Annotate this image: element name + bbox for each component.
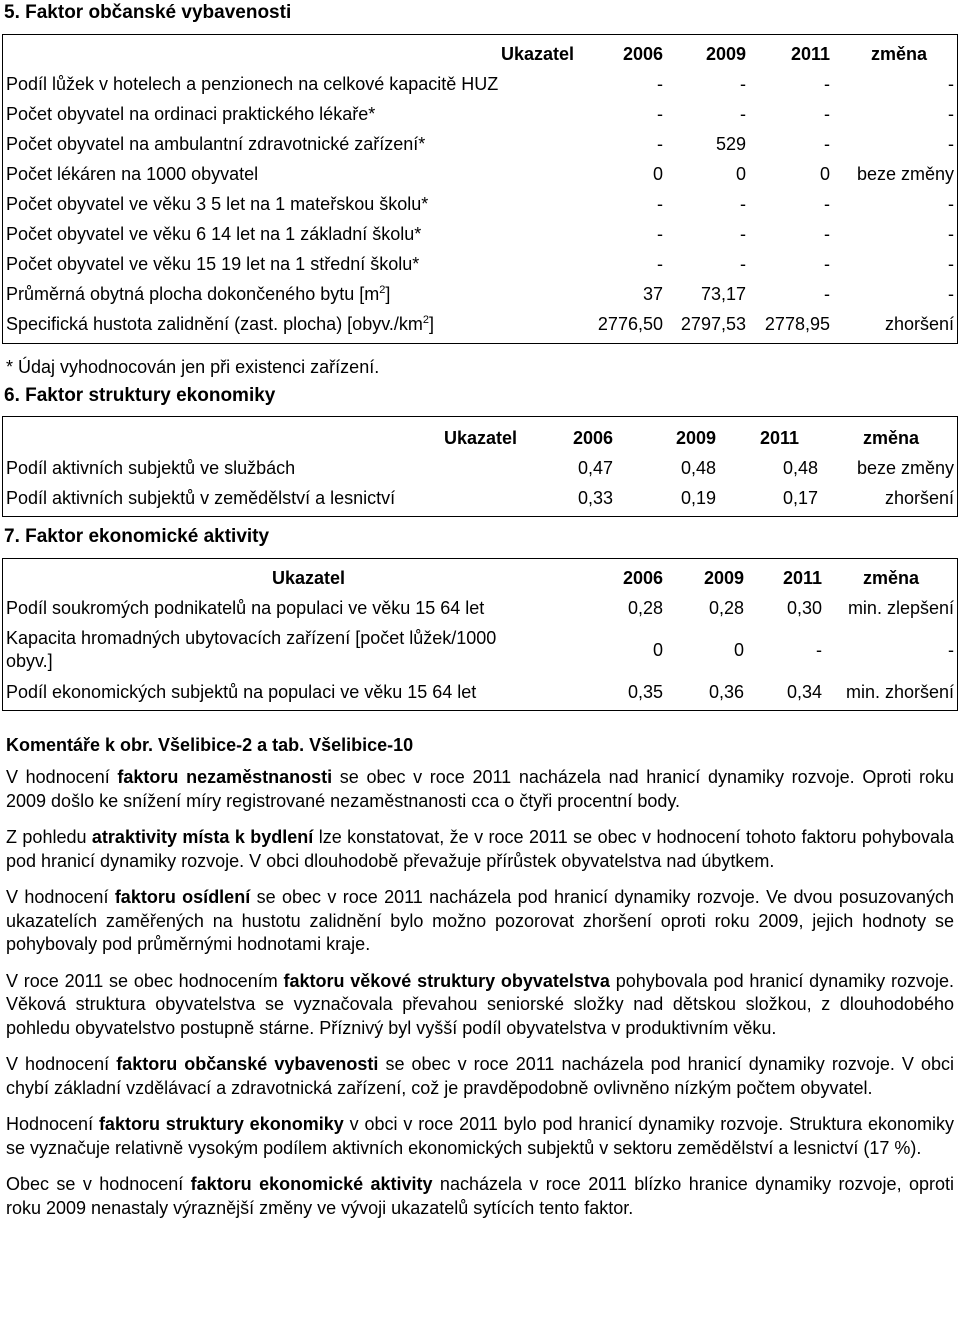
table-section-5 <box>2 34 958 344</box>
cell-2006: - <box>657 73 663 94</box>
table-row <box>3 249 957 279</box>
text: se obec v roce 2011 nacházela nad hranicí dynamiky rozvoje. Oproti roku 2009 došlo ke snížení míry registrované nezaměstnanosti cca o čtyři procentní body. <box>6 767 955 811</box>
header-2006: 2006 <box>572 427 613 448</box>
table-header-row <box>3 39 957 69</box>
cell-zmena: min. zhoršení <box>845 681 954 702</box>
cell-zmena: - <box>948 133 954 154</box>
cell-2011: 2778,95 <box>764 313 830 334</box>
cell-2009: 0,19 <box>680 487 716 508</box>
cell-2006: - <box>657 193 663 214</box>
cell-2011: - <box>824 73 830 94</box>
cell-zmena: zhoršení <box>884 313 954 334</box>
cell-2009: 0,36 <box>708 681 744 702</box>
cell-2011: - <box>824 193 830 214</box>
row-label: Podíl lůžek v hotelech a penzionech na celkové kapacitě HUZ <box>6 73 499 94</box>
paragraph <box>6 766 954 813</box>
table-header-row <box>3 423 957 453</box>
text: V hodnocení <box>6 767 118 787</box>
section-5-title: 5. Faktor občanské vybavenosti <box>4 2 292 23</box>
comments-heading: Komentáře k obr. Všelibice-2 a tab. Všelibice-10 <box>6 735 414 755</box>
paragraph <box>6 970 954 1041</box>
row-label: Podíl aktivních subjektů v zemědělství a lesnictví <box>6 487 396 508</box>
cell-zmena: - <box>948 283 954 304</box>
cell-2011: - <box>824 133 830 154</box>
superscript: 2 <box>422 313 429 326</box>
row-label: Počet obyvatel na ambulantní zdravotnické zařízení* <box>6 133 426 154</box>
paragraph <box>6 1173 954 1220</box>
table-row <box>3 677 957 707</box>
table-row <box>3 99 957 129</box>
cell-2009: 0,48 <box>680 457 716 478</box>
row-label: Počet obyvatel na ordinaci praktického lékaře* <box>6 103 376 124</box>
table-row <box>3 623 957 677</box>
cell-2009: - <box>740 73 746 94</box>
bold-term: faktoru věkové struktury obyvatelstva <box>283 970 610 991</box>
label-text: Průměrná obytná plocha dokončeného bytu [m <box>6 283 380 304</box>
text: V hodnocení <box>6 1054 117 1074</box>
cell-2006: 0,33 <box>577 487 613 508</box>
cell-zmena: - <box>948 73 954 94</box>
cell-zmena: - <box>948 103 954 124</box>
cell-2006: 0,47 <box>577 457 613 478</box>
header-2011: 2011 <box>790 43 830 64</box>
cell-2006: 2776,50 <box>597 313 663 334</box>
table-row <box>3 279 957 309</box>
label-text: Specifická hustota zalidnění (zast. plocha) [obyv./km <box>6 313 423 334</box>
row-label: Podíl soukromých podnikatelů na populaci ve věku 15 64 let <box>6 597 485 618</box>
label-text: ] <box>429 313 435 334</box>
header-ukazatel: Ukazatel <box>443 427 517 448</box>
cell-2011: - <box>824 103 830 124</box>
cell-2011: 0,48 <box>782 457 818 478</box>
bold-term: faktoru občanské vybavenosti <box>116 1054 379 1074</box>
cell-2006: 0 <box>652 163 663 184</box>
row-label: Počet obyvatel ve věku 15 19 let na 1 střední školu* <box>6 253 420 274</box>
cell-2011: 0,34 <box>786 681 822 702</box>
row-label: Podíl aktivních subjektů ve službách <box>6 457 296 478</box>
text: se obec v roce 2011 nacházela pod hranicí dynamiky rozvoje. Ve dvou posuzovaných ukazatelích zaměřených na hustotu zalidnění bylo možno pozorovat zhoršení oproti roku 2009, jejich hodnoty se pohybovaly pod průměrnými hodnotami kraje. <box>6 887 954 954</box>
bold-term: faktoru osídlení <box>114 887 251 907</box>
cell-zmena: beze změny <box>856 163 954 184</box>
text: pohybovala pod hranicí dynamiky rozvoje. Věková struktura obyvatelstva se vyznačovala převahou seniorské složky nad dětskou složkou, z dlouhodobého pohledu obyvatelstvo postupně stárne. Příznivý byl vyšší podíl obyvatelstva v produktivním věku. <box>6 970 954 1038</box>
row-label <box>3 623 588 677</box>
cell-zmena: - <box>948 223 954 244</box>
label-line-1: Kapacita hromadných ubytovacích zařízení [počet lůžek/1000 <box>6 628 497 648</box>
cell-2009: - <box>740 253 746 274</box>
cell-2006: 0,35 <box>627 681 663 702</box>
bold-term: faktoru nezaměstnanosti <box>117 767 333 787</box>
table-row <box>3 189 957 219</box>
section-7-title: 7. Faktor ekonomické aktivity <box>4 526 270 547</box>
cell-2006: 37 <box>642 283 663 304</box>
cell-2006: - <box>657 103 663 124</box>
cell-2009: 2797,53 <box>680 313 746 334</box>
header-2006: 2006 <box>622 567 663 588</box>
header-zmena: změna <box>862 427 919 448</box>
cell-2006: 0 <box>652 639 663 660</box>
cell-zmena: min. zlepšení <box>847 597 954 618</box>
cell-2009: 0 <box>733 639 744 660</box>
paragraph <box>6 886 954 957</box>
bold-term: faktoru ekonomické aktivity <box>190 1174 433 1194</box>
table-row <box>3 129 957 159</box>
bold-term: faktoru struktury ekonomiky <box>98 1114 344 1134</box>
cell-2009: - <box>740 103 746 124</box>
label-line-2: obyv.] <box>6 651 53 671</box>
cell-2009: 0 <box>735 163 746 184</box>
header-zmena: změna <box>870 43 927 64</box>
table-row <box>3 593 957 623</box>
table-row <box>3 309 957 339</box>
cell-2011: 0 <box>819 163 830 184</box>
cell-2009: 73,17 <box>700 283 746 304</box>
cell-2006: 0,28 <box>627 597 663 618</box>
cell-2006: - <box>657 223 663 244</box>
header-2006: 2006 <box>622 43 663 64</box>
header-ukazatel: Ukazatel <box>271 567 345 588</box>
table-row <box>3 159 957 189</box>
cell-2006: - <box>657 133 663 154</box>
paragraph <box>6 1053 954 1100</box>
row-label: Podíl ekonomických subjektů na populaci ve věku 15 64 let <box>6 681 477 702</box>
header-2009: 2009 <box>675 427 716 448</box>
row-label: Počet lékáren na 1000 obyvatel <box>6 163 259 184</box>
text: v obci v roce 2011 bylo pod hranicí dynamiky rozvoje. Struktura ekonomiky se vyznačuje relativně vysokým podílem aktivních ekonomických subjektů v sektoru zemědělství a lesnictví (17 %). <box>6 1114 955 1158</box>
row-label: Počet obyvatel ve věku 6 14 let na 1 základní školu* <box>6 223 422 244</box>
header-2009: 2009 <box>703 567 744 588</box>
text: Obec se v hodnocení <box>6 1174 191 1194</box>
cell-2009: 529 <box>715 133 746 154</box>
header-2011: 2011 <box>759 427 799 448</box>
paragraph <box>6 1113 954 1160</box>
text: V roce 2011 se obec hodnocením <box>6 970 284 991</box>
comments-body <box>6 766 954 1233</box>
table-section-7 <box>2 558 958 711</box>
cell-2011: - <box>824 283 830 304</box>
text: Hodnocení <box>6 1114 99 1134</box>
cell-zmena: beze změny <box>856 457 954 478</box>
table-row <box>3 69 957 99</box>
header-2011: 2011 <box>782 567 822 588</box>
text: Z pohledu <box>6 827 92 847</box>
cell-2011: 0,17 <box>782 487 818 508</box>
cell-2009: 0,28 <box>708 597 744 618</box>
cell-2011: - <box>824 223 830 244</box>
cell-2009: - <box>740 223 746 244</box>
header-zmena: změna <box>862 567 919 588</box>
table-row <box>3 453 957 483</box>
cell-zmena: - <box>948 193 954 214</box>
text: V hodnocení <box>6 887 115 907</box>
header-ukazatel: Ukazatel <box>500 43 574 64</box>
cell-2006: - <box>657 253 663 274</box>
paragraph <box>6 826 954 873</box>
cell-zmena: - <box>948 639 954 660</box>
row-label <box>3 309 588 339</box>
cell-2009: - <box>740 193 746 214</box>
text: nacházela v roce 2011 blízko hranice dynamiky rozvoje, oproti roku 2009 nenastaly výraznější změny ve vývoji ukazatelů sytících tento faktor. <box>6 1174 954 1218</box>
text: lze konstatovat, že v roce 2011 se obec v hodnocení tohoto faktoru pohybovala pod hranicí dynamiky rozvoje. V obci dlouhodobě převažuje přírůstek obyvatelstva nad úbytkem. <box>6 827 954 871</box>
footnote: * Údaj vyhodnocován jen při existenci zařízení. <box>6 357 380 377</box>
header-2009: 2009 <box>705 43 746 64</box>
superscript: 2 <box>379 283 386 296</box>
section-6-title: 6. Faktor struktury ekonomiky <box>4 385 276 406</box>
text: se obec v roce 2011 nacházela pod hranicí dynamiky rozvoje. V obci chybí základní vzdělávací a zdravotnická zařízení, což je pravděpodobně ovlivněno nízkým počtem obyvatel. <box>6 1054 954 1098</box>
table-row <box>3 219 957 249</box>
cell-2011: 0,30 <box>786 597 822 618</box>
row-label <box>3 279 588 309</box>
row-label: Počet obyvatel ve věku 3 5 let na 1 mateřskou školu* <box>6 193 429 214</box>
cell-2011: - <box>824 253 830 274</box>
cell-2011: - <box>816 639 822 660</box>
table-row <box>3 483 957 513</box>
table-section-6 <box>2 416 958 517</box>
cell-zmena: zhoršení <box>884 487 954 508</box>
bold-term: atraktivity místa k bydlení <box>91 827 314 847</box>
table-header-row <box>3 563 957 593</box>
cell-zmena: - <box>948 253 954 274</box>
label-text: ] <box>385 283 391 304</box>
